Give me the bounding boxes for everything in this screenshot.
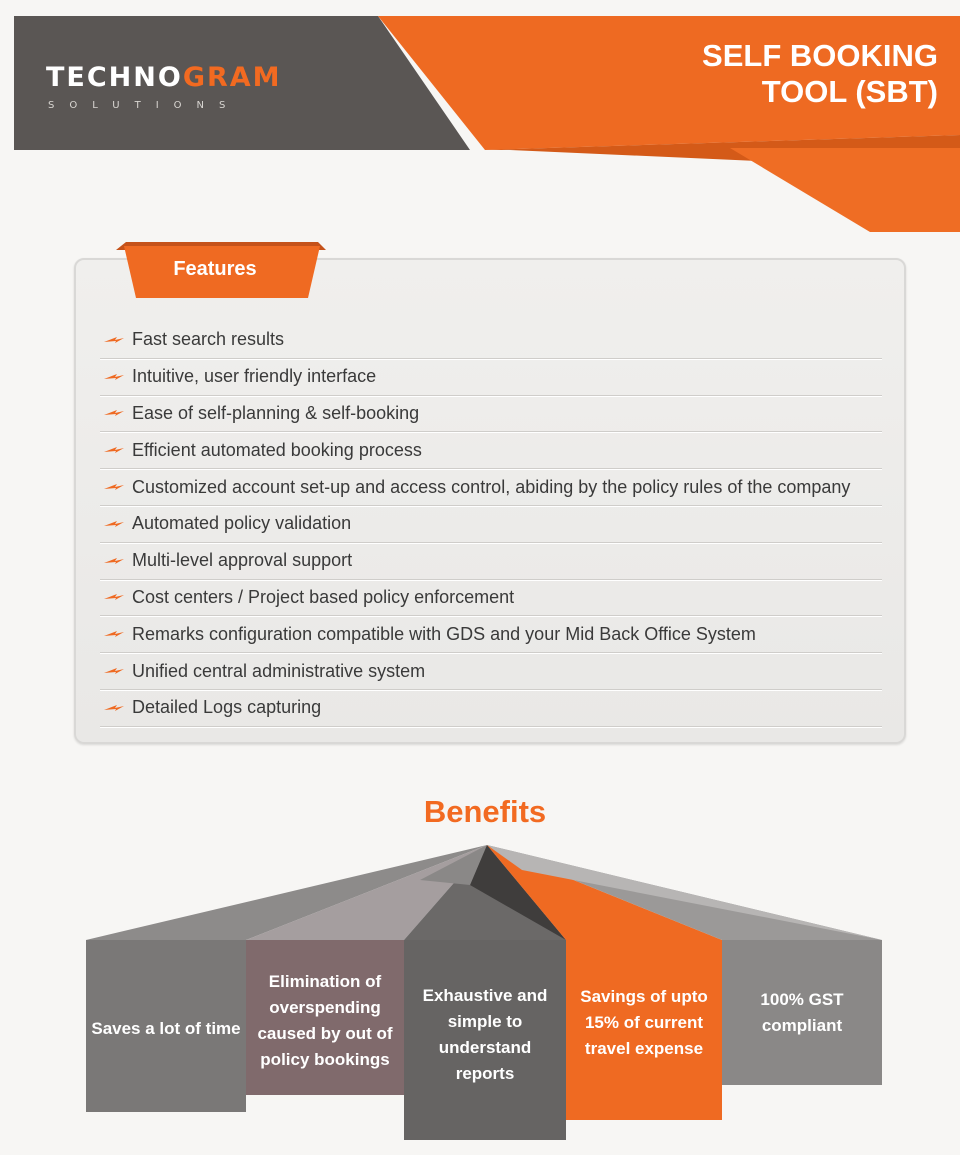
feature-item-label: Automated policy validation [132,513,352,534]
benefit-label-1: Saves a lot of time [91,1019,241,1038]
features-heading: Features [173,258,257,280]
feature-item-label: Unified central administrative system [132,660,426,681]
feature-item-label: Intuitive, user friendly interface [132,366,377,387]
feature-item-label: Detailed Logs capturing [132,697,322,718]
title-line-2: TOOL (SBT) [761,74,938,109]
benefit-label-5: 100% GST compliant [760,990,844,1035]
benefit-label-4: Savings of upto 15% of current travel expense [580,987,708,1058]
logo-text-accent: GRAM [182,62,282,93]
title-line-1: SELF BOOKING [702,38,938,73]
logo-subtitle: SOLUTIONS [48,100,241,111]
logo-text-main: TECHNO [46,62,183,93]
feature-item-label: Efficient automated booking process [132,439,422,460]
feature-item-label: Customized account set-up and access control, abiding by the policy rules of the company [132,476,851,497]
feature-item-label: Cost centers / Project based policy enforcement [132,586,515,607]
benefits-heading: Benefits [423,794,547,829]
benefit-label-3: Exhaustive and simple to understand reports [422,986,548,1083]
feature-item-label: Fast search results [132,329,285,350]
feature-item-label: Multi-level approval support [132,550,353,571]
feature-item-label: Ease of self-planning & self-booking [132,402,420,423]
benefit-label-2: Elimination of overspending caused by out of policy bookings [257,972,393,1069]
feature-item-label: Remarks configuration compatible with GDS and your Mid Back Office System [132,623,756,644]
